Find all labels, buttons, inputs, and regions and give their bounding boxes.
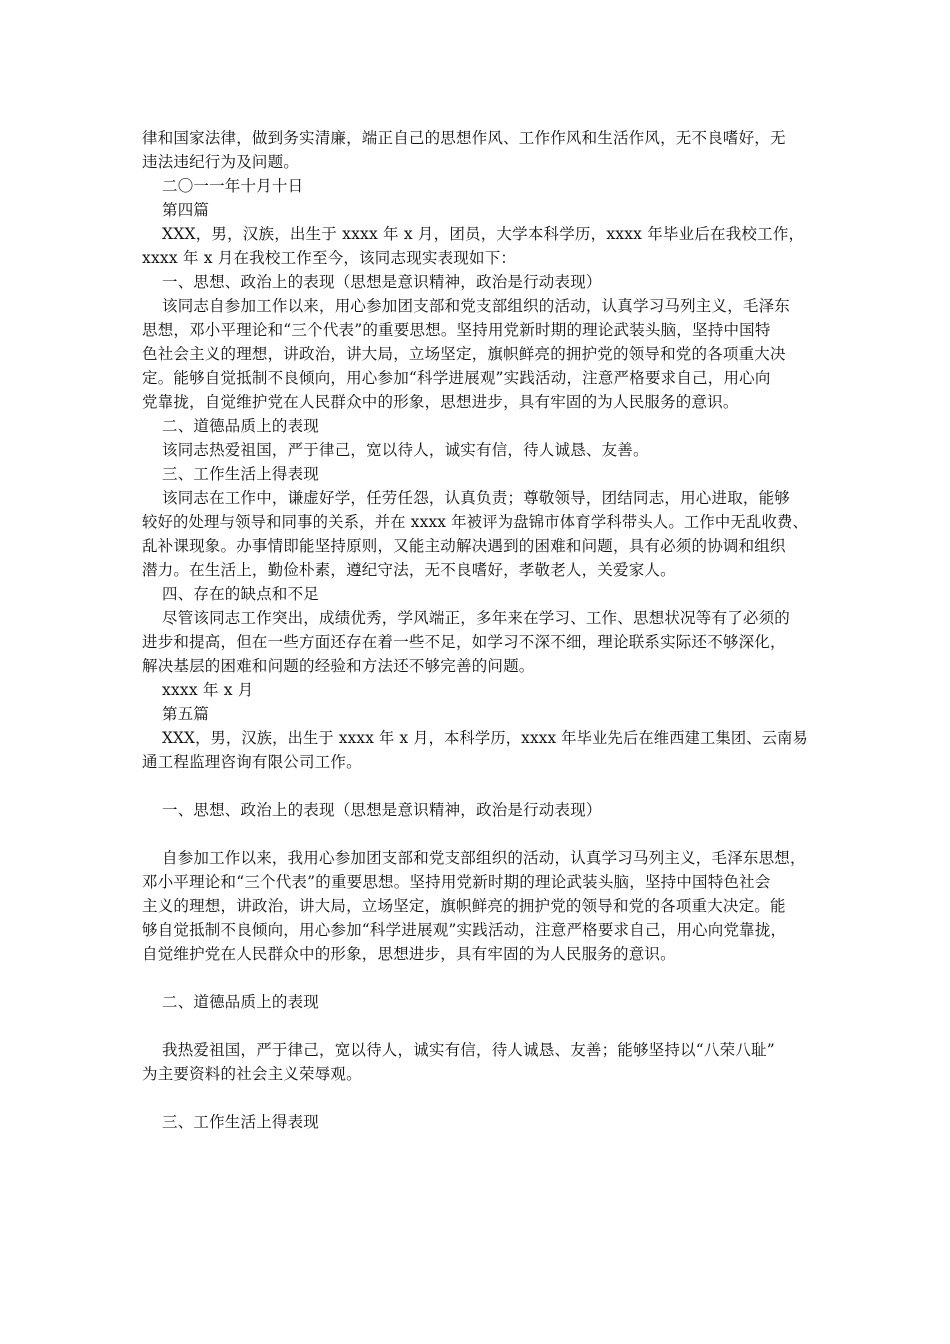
- text-line: 通工程监理咨询有限公司工作。: [142, 753, 362, 771]
- section-heading: 第四篇: [162, 201, 210, 219]
- text-line: 够自觉抵制不良倾向，用心参加“科学进展观”实践活动，注意严格要求自己，用心向党靠拢，: [142, 921, 787, 939]
- text-line: 邓小平理论和“三个代表”的重要思想。坚持用党新时期的理论武装头脑，坚持中国特色社会: [142, 873, 771, 891]
- subsection-heading: 一、思想、政治上的表现（思想是意识精神，政治是行动表现）: [162, 273, 602, 291]
- subsection-heading: 一、思想、政治上的表现（思想是意识精神，政治是行动表现）: [162, 801, 602, 819]
- text-line: 尽管该同志工作突出，成绩优秀，学风端正，多年来在学习、工作、思想状况等有了必须的: [162, 609, 791, 627]
- subsection-heading: 二、道德品质上的表现: [162, 417, 320, 435]
- text-line: 主义的理想，讲政治，讲大局，立场坚定，旗帜鲜亮的拥护党的领导和党的各项重大决定。能: [142, 897, 786, 915]
- text-line: 该同志自参加工作以来，用心参加团支部和党支部组织的活动，认真学习马列主义，毛泽东: [162, 297, 791, 315]
- subsection-heading: 三、工作生活上得表现: [162, 465, 320, 483]
- text-line: 为主要资料的社会主义荣辱观。: [142, 1065, 362, 1083]
- text-line: 解决基层的困难和问题的经验和方法还不够完善的问题。: [142, 657, 535, 675]
- text-line: 违法违纪行为及问题。: [142, 153, 300, 171]
- subsection-heading: 四、存在的缺点和不足: [162, 585, 320, 603]
- text-line: 该同志在工作中，谦虚好学，任劳任怨，认真负责；尊敬领导，团结同志，用心进取，能够: [162, 489, 791, 507]
- text-line: XXX，男，汉族，出生于 xxxx 年 x 月，本科学历，xxxx 年毕业先后在维西建工集团、云南易: [162, 729, 808, 747]
- text-line: 乱补课现象。办事情即能坚持原则，又能主动解决遇到的困难和问题，具有必须的协调和组织: [142, 537, 786, 555]
- text-line: XXX，男，汉族，出生于 xxxx 年 x 月，团员，大学本科学历，xxxx 年毕业后在我校工作，: [162, 225, 805, 243]
- text-line: 色社会主义的理想，讲政治，讲大局，立场坚定，旗帜鲜亮的拥护党的领导和党的各项重大决: [142, 345, 786, 363]
- subsection-heading: 二、道德品质上的表现: [162, 993, 320, 1011]
- text-line: 自觉维护党在人民群众中的形象，思想进步，具有牢固的为人民服务的意识。: [142, 945, 676, 963]
- text-line: xxxx 年 x 月在我校工作至今，该同志现实表现如下：: [142, 249, 517, 267]
- text-line: 潜力。在生活上，勤俭朴素，遵纪守法，无不良嗜好，孝敬老人，关爱家人。: [142, 561, 676, 579]
- section-heading: 第五篇: [162, 705, 210, 723]
- text-line: 思想，邓小平理论和“三个代表”的重要思想。坚持用党新时期的理论武装头脑，坚持中国特: [142, 321, 771, 339]
- text-line: 定。能够自觉抵制不良倾向，用心参加“科学进展观”实践活动，注意严格要求自己，用心向: [142, 369, 771, 387]
- text-line: 该同志热爱祖国，严于律己，宽以待人，诚实有信，待人诚恳、友善。: [162, 441, 649, 459]
- subsection-heading: 三、工作生活上得表现: [162, 1113, 320, 1131]
- date-line: xxxx 年 x 月: [162, 681, 254, 699]
- text-line: 进步和提高，但在一些方面还存在着一些不足，如学习不深不细，理论联系实际还不够深化，: [142, 633, 786, 651]
- text-line: 自参加工作以来，我用心参加团支部和党支部组织的活动，认真学习马列主义，毛泽东思想，: [162, 849, 806, 867]
- text-line: 党靠拢，自觉维护党在人民群众中的形象，思想进步，具有牢固的为人民服务的意识。: [142, 393, 739, 411]
- text-line: 我热爱祖国，严于律己，宽以待人，诚实有信，待人诚恳、友善；能够坚持以“八荣八耻”: [162, 1041, 775, 1059]
- text-line: 较好的处理与领导和同事的关系，并在 xxxx 年被评为盘锦市体育学科带头人。工作中无乱收费、: [142, 513, 809, 531]
- text-line: 律和国家法律，做到务实清廉，端正自己的思想作风、工作作风和生活作风，无不良嗜好，无: [142, 129, 786, 147]
- date-line: 二〇一一年十月十日: [162, 177, 304, 195]
